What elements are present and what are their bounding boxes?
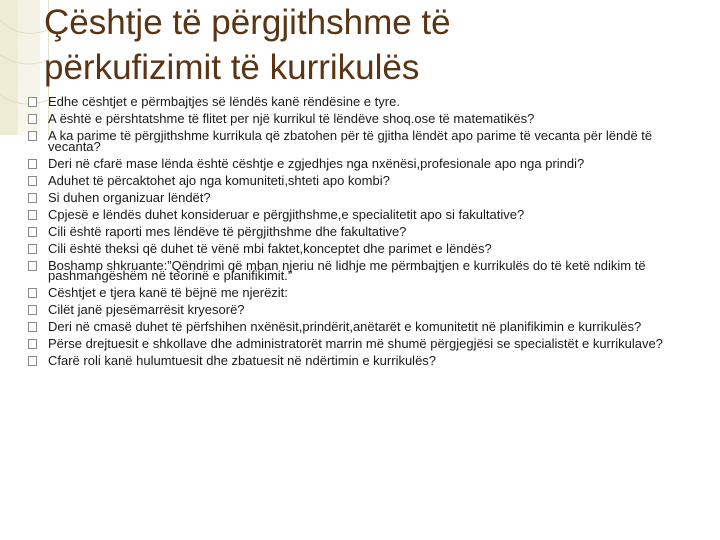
bullet-text: Cpjesë e lëndës duhet konsideruar e përgjithshme,e specialitetit apo si fakultative? <box>48 206 525 222</box>
bullet-text: A ka parime të përgjithshme kurrikula që zbatohen për të gjitha lëndët apo parime të vecanta për lëndë të vecanta? <box>48 127 653 154</box>
bullet-item <box>28 285 698 301</box>
bullet-square-icon <box>28 244 37 254</box>
bullet-item <box>28 155 698 171</box>
bullet-text: Aduhet të përcaktohet ajo nga komuniteti,shteti apo kombi? <box>48 172 390 188</box>
bullet-item <box>28 319 698 335</box>
bullet-text: Cështjet e tjera kanë të bëjnë me njerëzit: <box>48 285 288 301</box>
bullet-square-icon <box>28 261 37 271</box>
bullet-square-icon <box>28 322 37 332</box>
bullet-square-icon <box>28 159 37 169</box>
bullet-item <box>28 94 698 109</box>
bullet-text: A është e përshtatshme të flitet per një kurrikul të lëndëve shoq.ose të matematikës? <box>48 110 535 126</box>
slide-title-line: Çështje të përgjithshme të <box>44 3 451 42</box>
bullet-item <box>28 172 698 188</box>
bullet-square-icon <box>28 227 37 237</box>
bullet-square-icon <box>28 131 37 141</box>
bullet-text: Cili është raporti mes lëndëve të përgjithshme dhe fakultative? <box>48 223 407 239</box>
bullet-square-icon <box>28 288 37 298</box>
bullet-list <box>28 94 698 373</box>
bullet-text: Boshamp shkruante:”Qëndrimi që mban njeriu në lidhje me përmbajtjen e kurrikulës do të ketë ndikim të pashmangëshëm në teorinë e planifikimit.” <box>48 257 646 284</box>
slide-title <box>44 0 684 90</box>
bullet-square-icon <box>28 210 37 220</box>
bullet-item <box>28 206 698 222</box>
bullet-text: Cili është theksi që duhet të vënë mbi faktet,konceptet dhe parimet e lëndës? <box>48 240 492 256</box>
bullet-square-icon <box>28 176 37 186</box>
bullet-item <box>28 257 698 284</box>
bullet-text: Si duhen organizuar lëndët? <box>48 189 211 205</box>
bullet-item <box>28 240 698 256</box>
bullet-text: Cfarë roli kanë hulumtuesit dhe zbatuesit në ndërtimin e kurrikulës? <box>48 353 437 369</box>
bullet-item <box>28 223 698 239</box>
bullet-square-icon <box>28 193 37 203</box>
bullet-text: Cilët janë pjesëmarrësit kryesorë? <box>48 302 245 318</box>
bullet-text: Edhe cështjet e përmbajtjes së lëndës kanë rëndësine e tyre. <box>48 94 400 109</box>
slide-title-line: përkufizimit të kurrikulës <box>44 48 420 87</box>
bullet-square-icon <box>28 114 37 124</box>
bullet-text: Deri në cfarë mase lënda është cështje e zgjedhjes nga nxënësi,profesionale apo nga prindi? <box>48 155 585 171</box>
bullet-text: Deri në cmasë duhet të përfshihen nxënësit,prindërit,anëtarët e komunitetit në planifikimin e kurrikulës? <box>48 319 642 335</box>
bullet-item <box>28 353 698 369</box>
bullet-square-icon <box>28 97 37 107</box>
bullet-item <box>28 127 698 154</box>
bullet-square-icon <box>28 305 37 315</box>
bullet-item <box>28 336 698 352</box>
bullet-text: Përse drejtuesit e shkollave dhe administratorët marrin më shumë përgjegjësi se specialistët e kurrikulave? <box>48 336 663 352</box>
bullet-square-icon <box>28 356 37 366</box>
bullet-item <box>28 110 698 126</box>
bullet-item <box>28 189 698 205</box>
bullet-item <box>28 302 698 318</box>
bullet-square-icon <box>28 339 37 349</box>
